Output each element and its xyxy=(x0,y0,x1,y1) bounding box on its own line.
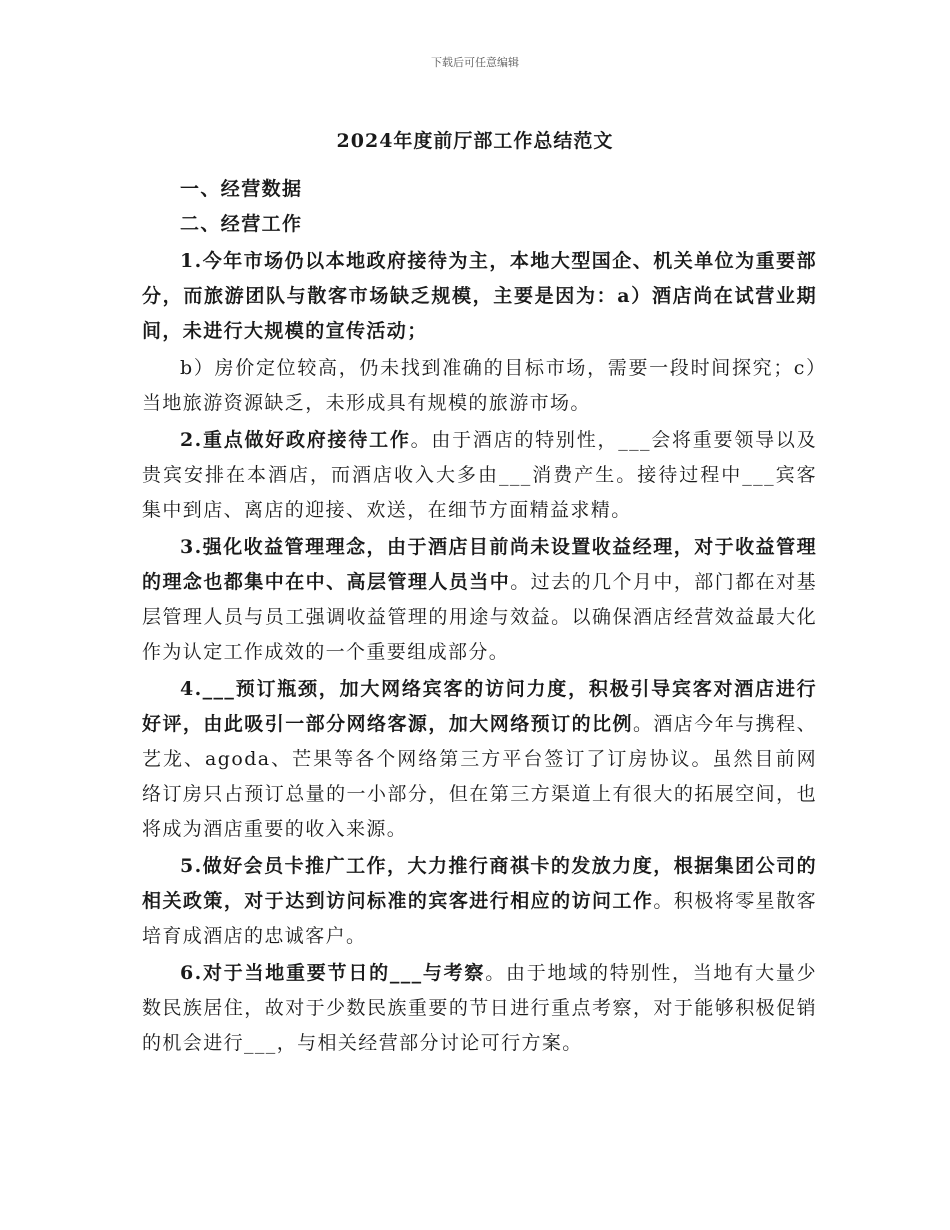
header-note: 下载后可任意编辑 xyxy=(431,56,519,69)
section-heading-operating-work: 二、经营工作 xyxy=(180,213,303,235)
item-paragraph-6 xyxy=(142,956,817,1061)
item-text: 。过去的几个月中，部门都在对基层管理人员与员工强调收益管理的用途与效益。以确保酒店经营效益最大化作为认定工作成效的一个重要组成部分。 xyxy=(142,571,817,663)
item-paragraph-5 xyxy=(142,849,817,954)
item-lead: 1.今年市场仍以本地政府接待为主，本地大型国企、机关单位为重要部分，而旅游团队与散客市场缺乏规模，主要是因为：a）酒店尚在试营业期间，未进行大规模的宣传活动； xyxy=(142,250,817,342)
item-paragraph-4 xyxy=(142,672,817,847)
item-paragraph-1-continued xyxy=(142,351,817,421)
item-lead: 2.重点做好政府接待工作 xyxy=(180,429,411,451)
item-lead: 3.强化收益管理理念，由于酒店目前尚未设置收益经理，对于收益管理的理念也都集中在中、高层管理人员当中 xyxy=(142,536,817,593)
item-text: 。由于酒店的特别性，___会将重要领导以及贵宾安排在本酒店，而酒店收入大多由___消费产生。接待过程中___宾客集中到店、离店的迎接、欢送，在细节方面精益求精。 xyxy=(142,429,817,521)
item-lead: 5.做好会员卡推广工作，大力推行商祺卡的发放力度，根据集团公司的相关政策，对于达到访问标准的宾客进行相应的访问工作 xyxy=(142,855,817,912)
item-text: b）房价定位较高，仍未找到准确的目标市场，需要一段时间探究；c）当地旅游资源缺乏，未形成具有规模的旅游市场。 xyxy=(142,357,817,414)
item-lead: 6.对于当地重要节日的___与考察 xyxy=(180,962,486,984)
item-paragraph-2 xyxy=(142,423,817,528)
item-text: 。酒店今年与携程、艺龙、agoda、芒果等各个网络第三方平台签订了订房协议。虽然目前网络订房只占预订总量的一小部分，但在第三方渠道上有很大的拓展空间，也将成为酒店重要的收入来源。 xyxy=(142,713,817,840)
item-lead: 4.___预订瓶颈，加大网络宾客的访问力度，积极引导宾客对酒店进行好评，由此吸引一部分网络客源，加大网络预订的比例 xyxy=(142,678,817,735)
document-title: 2024年度前厅部工作总结范文 xyxy=(336,130,614,152)
document-body xyxy=(142,172,817,1061)
section-heading-operating-data: 一、经营数据 xyxy=(180,178,303,200)
item-text: 。由于地域的特别性，当地有大量少数民族居住，故对于少数民族重要的节日进行重点考察，对于能够积极促销的机会进行___，与相关经营部分讨论可行方案。 xyxy=(142,962,817,1054)
item-paragraph-3 xyxy=(142,530,817,670)
item-text: 。积极将零星散客培育成酒店的忠诚客户。 xyxy=(142,890,817,947)
item-paragraph-1 xyxy=(142,244,817,349)
